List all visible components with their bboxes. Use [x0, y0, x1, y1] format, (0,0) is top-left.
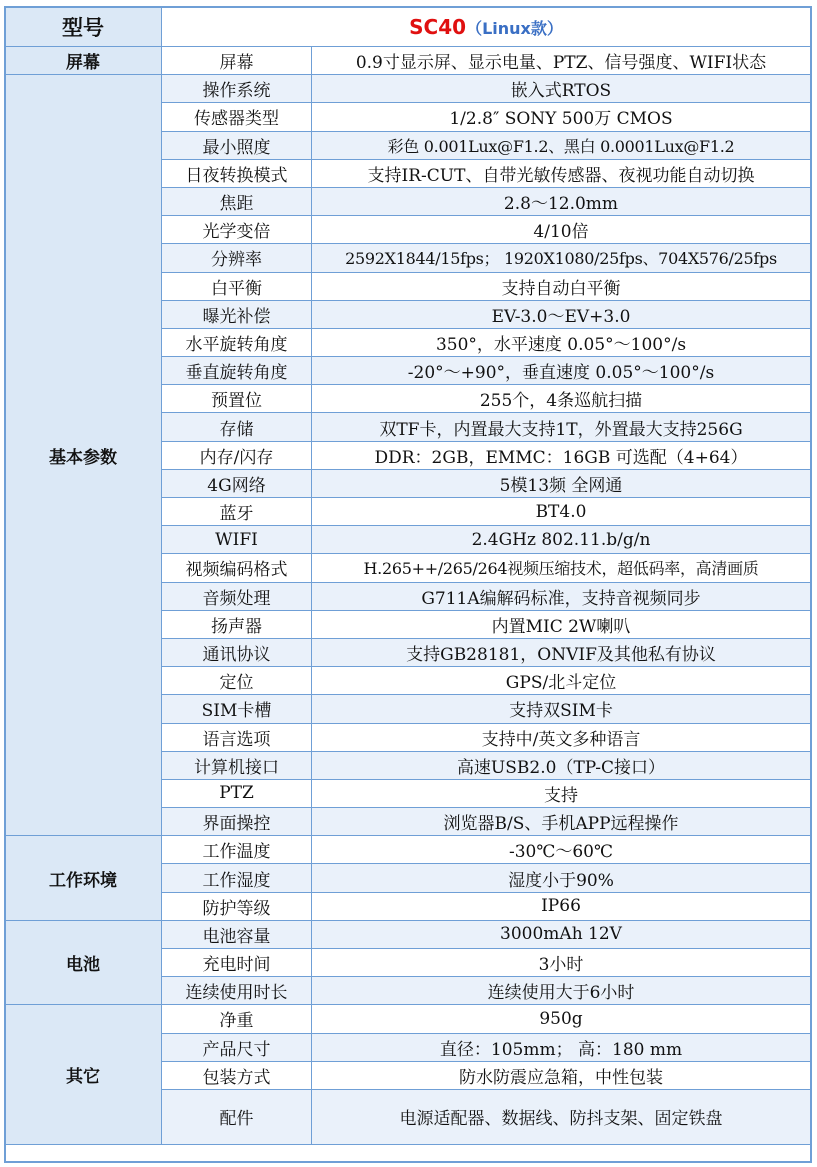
spec-table — [4, 6, 811, 1145]
property-value: 0.9寸显示屏、显示电量、PTZ、信号强度、WIFI状态 — [312, 47, 811, 75]
property-name: 垂直旋转角度 — [162, 357, 312, 385]
property-value: 3小时 — [312, 949, 811, 977]
property-value: 350°，水平速度 0.05°～100°/s — [312, 328, 811, 356]
spec-sheet — [4, 6, 810, 1145]
property-name: 包装方式 — [162, 1061, 312, 1089]
property-value: EV-3.0～EV+3.0 — [312, 300, 811, 328]
model-label: 型号 — [5, 7, 162, 47]
property-value: 高速USB2.0（TP-C接口） — [312, 751, 811, 779]
table-row — [5, 1005, 811, 1033]
property-name: 定位 — [162, 667, 312, 695]
property-name: 最小照度 — [162, 131, 312, 159]
property-name: 光学变倍 — [162, 216, 312, 244]
property-name: 连续使用时长 — [162, 977, 312, 1005]
property-value: 电源适配器、数据线、防抖支架、固定铁盘 — [312, 1089, 811, 1144]
table-row — [5, 920, 811, 948]
category-cell: 屏幕 — [5, 47, 162, 75]
property-value: 5模13频 全网通 — [312, 469, 811, 497]
property-value: -20°～+90°，垂直速度 0.05°～100°/s — [312, 357, 811, 385]
property-name: 操作系统 — [162, 75, 312, 103]
property-name: 产品尺寸 — [162, 1033, 312, 1061]
property-name: 扬声器 — [162, 610, 312, 638]
property-name: 工作湿度 — [162, 864, 312, 892]
property-name: 水平旋转角度 — [162, 328, 312, 356]
property-value: -30℃～60℃ — [312, 836, 811, 864]
property-name: 防护等级 — [162, 892, 312, 920]
property-name: 计算机接口 — [162, 751, 312, 779]
property-value: 嵌入式RTOS — [312, 75, 811, 103]
property-name: 传感器类型 — [162, 103, 312, 131]
property-value: 连续使用大于6小时 — [312, 977, 811, 1005]
property-value: 支持自动白平衡 — [312, 272, 811, 300]
property-value: BT4.0 — [312, 498, 811, 526]
property-name: 工作温度 — [162, 836, 312, 864]
property-name: 日夜转换模式 — [162, 159, 312, 187]
property-value: 950g — [312, 1005, 811, 1033]
model-name: SC40 — [409, 14, 467, 39]
property-value: 防水防震应急箱，中性包装 — [312, 1061, 811, 1089]
property-value: 2.4GHz 802.11.b/g/n — [312, 526, 811, 554]
property-value: 内置MIC 2W喇叭 — [312, 610, 811, 638]
property-name: 蓝牙 — [162, 498, 312, 526]
property-name: 屏幕 — [162, 47, 312, 75]
property-value: IP66 — [312, 892, 811, 920]
category-cell: 工作环境 — [5, 836, 162, 921]
property-value: 湿度小于90% — [312, 864, 811, 892]
property-name: 配件 — [162, 1089, 312, 1144]
property-value: 支持 — [312, 779, 811, 807]
property-name: 曝光补偿 — [162, 300, 312, 328]
table-row — [5, 47, 811, 75]
property-value: 1/2.8″ SONY 500万 CMOS — [312, 103, 811, 131]
property-name: 分辨率 — [162, 244, 312, 272]
spec-table-body — [5, 7, 811, 1145]
property-value: 直径：105mm； 高：180 mm — [312, 1033, 811, 1061]
property-value: 4/10倍 — [312, 216, 811, 244]
property-name: WIFI — [162, 526, 312, 554]
category-cell: 基本参数 — [5, 75, 162, 836]
property-name: SIM卡槽 — [162, 695, 312, 723]
model-note: （Linux款） — [466, 18, 563, 38]
property-value: 支持中/英文多种语言 — [312, 723, 811, 751]
table-row — [5, 75, 811, 103]
property-name: 语言选项 — [162, 723, 312, 751]
property-value: 支持双SIM卡 — [312, 695, 811, 723]
model-cell — [162, 7, 811, 47]
table-row — [5, 836, 811, 864]
property-value: 彩色 0.001Lux@F1.2、黑白 0.0001Lux@F1.2 — [312, 131, 811, 159]
property-name: 存储 — [162, 413, 312, 441]
property-value: 3000mAh 12V — [312, 920, 811, 948]
property-name: 焦距 — [162, 187, 312, 215]
property-value: 浏览器B/S、手机APP远程操作 — [312, 808, 811, 836]
property-value: 255个，4条巡航扫描 — [312, 385, 811, 413]
property-name: 视频编码格式 — [162, 554, 312, 582]
category-cell: 电池 — [5, 920, 162, 1005]
property-value: G711A编解码标准，支持音视频同步 — [312, 582, 811, 610]
property-value: H.265++/265/264视频压缩技术，超低码率，高清画质 — [312, 554, 811, 582]
property-name: 内存/闪存 — [162, 441, 312, 469]
property-value: GPS/北斗定位 — [312, 667, 811, 695]
property-value: 支持GB28181，ONVIF及其他私有协议 — [312, 638, 811, 666]
property-name: 界面操控 — [162, 808, 312, 836]
property-name: 4G网络 — [162, 469, 312, 497]
property-value: DDR：2GB，EMMC：16GB 可选配（4+64） — [312, 441, 811, 469]
property-name: 音频处理 — [162, 582, 312, 610]
property-value: 双TF卡，内置最大支持1T，外置最大支持256G — [312, 413, 811, 441]
property-name: 通讯协议 — [162, 638, 312, 666]
property-name: PTZ — [162, 779, 312, 807]
property-value: 2.8～12.0mm — [312, 187, 811, 215]
property-value: 支持IR-CUT、自带光敏传感器、夜视功能自动切换 — [312, 159, 811, 187]
property-name: 预置位 — [162, 385, 312, 413]
property-value: 2592X1844/15fps； 1920X1080/25fps、704X576/25fps — [312, 244, 811, 272]
category-cell: 其它 — [5, 1005, 162, 1145]
property-name: 净重 — [162, 1005, 312, 1033]
property-name: 电池容量 — [162, 920, 312, 948]
header-row — [5, 7, 811, 47]
property-name: 充电时间 — [162, 949, 312, 977]
property-name: 白平衡 — [162, 272, 312, 300]
